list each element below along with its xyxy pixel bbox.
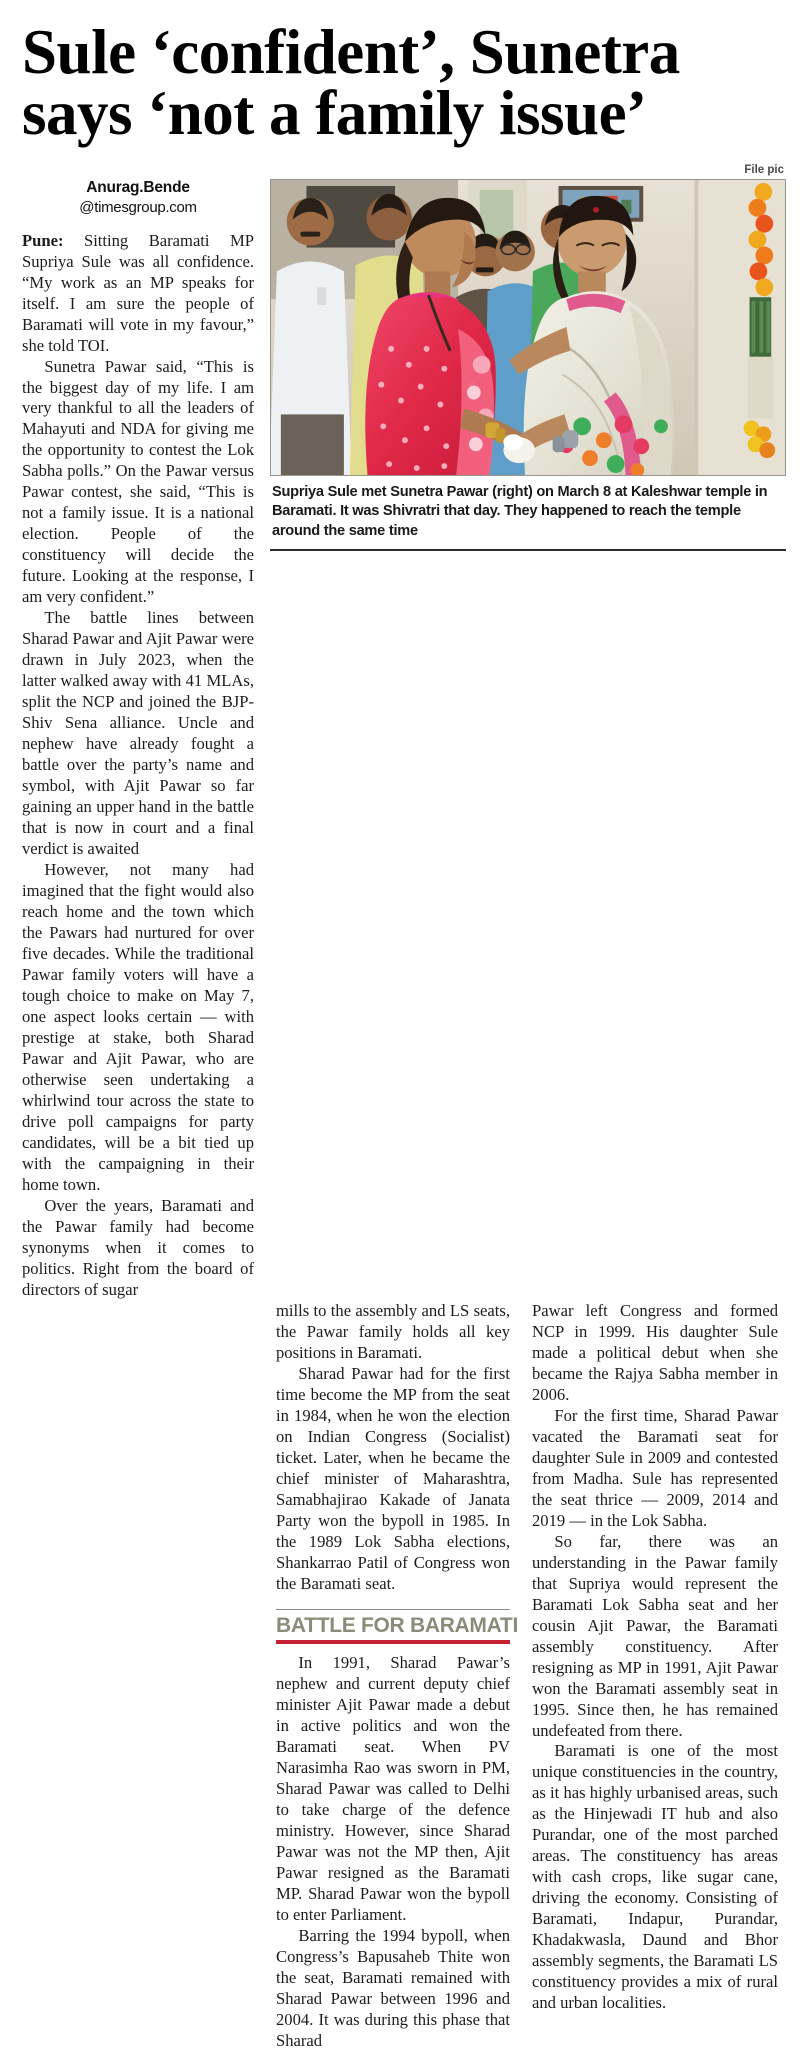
- article-paragraph: [22, 231, 254, 357]
- article-paragraph: In 1991, Sharad Pawar’s nephew and current deputy chief minister Ajit Pawar made a debut in active politics and won the Baramati seat. When PV Narasimha Rao was sworn in PM, Sharad Pawar was called to Delhi to take charge of the defence ministry. However, since Sharad Pawar was not the MP then, Ajit Pawar resigned as the Baramati MP. Sharad Pawar won the bypoll to enter Parliament.: [276, 1653, 510, 1924]
- article-paragraph: However, not many had imagined that the fight would also reach home and the town which the Pawars had nurtured for over five decades. While the traditional Pawar family voters will have a tough choice to make on May 7, one aspect looks certain — with prestige at stake, both Sharad Pawar and Ajit Pawar, who are otherwise seen undertaking a whirlwind tour across the state to drive poll campaigns for party candidates, will be a bit tied up with the campaigning in their home town.: [22, 860, 254, 1194]
- lower-content-area: [8, 1301, 792, 2052]
- newspaper-page: [0, 17, 800, 2050]
- article-column-3: [520, 1301, 788, 2052]
- article-paragraph: Baramati is one of the most unique constituencies in the country, as it has highly urbanised areas, such as the Hinjewadi IT hub and also Purandar, one of the most parched areas. The constituency has areas with cash crops, like sugar cane, driving the economy. Consisting of Baramati, Indapur, Purandar, Khadakwasla, Daund and Bhor assembly segments, the Baramati LS constituency provides a mix of rural and urban localities.: [532, 1741, 778, 2013]
- byline-email: @timesgroup.com: [79, 199, 197, 217]
- article-paragraph: So far, there was an understanding in the Pawar family that Supriya would represent the Baramati Lok Sabha seat and her cousin Ajit Pawar, the Baramati assembly constituency. After resigning as MP in 1991, Ajit Pawar won the Baramati assembly seat in 1995. Since then, he has remained undefeated from there.: [532, 1531, 778, 1740]
- caption-divider: [270, 549, 786, 551]
- article-paragraph: Barring the 1994 bypoll, when Congress’s Bapusaheb Thite won the seat, Baramati remained with Sharad Pawar between 1996 and 2004. It was during this phase that Sharad: [276, 1925, 510, 2050]
- section-header-battle-for-baramati: [276, 1609, 518, 1645]
- page-headline: [22, 17, 792, 149]
- headline-line-2: says ‘not a family issue’: [22, 78, 647, 149]
- article-paragraph: Sunetra Pawar said, “This is the biggest day of my life. I am very thankful to all the leaders of Mahayuti and NDA for giving me the opportunity to contest the Lok Sabha polls.” On the Pawar versus Pawar contest, she said, “This is not a family issue. It is a national election. People of the constituency will decide the future. Looking at the response, I am very confident.”: [22, 356, 254, 607]
- article-paragraph: Over the years, Baramati and the Pawar family had become synonyms when it comes to politics. Right from the board of directors of sugar: [22, 1195, 254, 1299]
- column-1-spacer: [8, 1301, 264, 2052]
- byline-author-name: Anurag.Bende: [86, 179, 190, 197]
- section-title: BATTLE FOR BARAMATI: [276, 1613, 518, 1637]
- article-paragraph: Pawar left Congress and formed NCP in 1999. His daughter Sule made a political debut when she became the Rajya Sabha member in 2006.: [532, 1300, 778, 1404]
- article-column-1: [8, 164, 264, 1301]
- photo-caption: Supriya Sule met Sunetra Pawar (right) on March 8 at Kaleshwar temple in Baramati. It was Shivratri that day. They happened to reach the temple around the same time: [272, 484, 768, 539]
- article-photo: [270, 179, 786, 476]
- article-paragraph: The battle lines between Sharad Pawar and Ajit Pawar were drawn in July 2023, when the latter walked away with 41 MLAs, split the NCP and joined the BJP-Shiv Sena alliance. Uncle and nephew have already fought a battle over the party’s name and symbol, with Ajit Pawar so far gaining an upper hand in the battle that is now in court and a final verdict is awaited: [22, 608, 254, 859]
- headline-line-1: Sule ‘confident’, Sunetra: [22, 17, 680, 87]
- photo-credit: File pic: [744, 164, 784, 177]
- photo-illustration: [271, 180, 785, 475]
- photo-block: [264, 164, 786, 551]
- article-column-2: [264, 1301, 520, 2052]
- paragraph-text: Sitting Baramati MP Supriya Sule was all confidence. “My work as an MP speaks for itself. I am sure the people of Baramati will vote in my favour,” she told TOI.: [22, 230, 254, 355]
- article-paragraph: Sharad Pawar had for the first time become the MP from the seat in 1984, when he won the election on Indian Congress (Socialist) ticket. Later, when he became the chief minister of Maharashtra, Samabhajirao Kakade of Janata Party won the bypoll in 1985. In the 1989 Lok Sabha elections, Shankarrao Patil of Congress won the Baramati seat.: [276, 1363, 510, 1593]
- section-rule-bottom: [276, 1640, 510, 1644]
- top-content-area: [8, 164, 792, 1301]
- article-paragraph: mills to the assembly and LS seats, the Pawar family holds all key positions in Baramati.: [276, 1300, 510, 1362]
- dateline: Pune:: [22, 230, 64, 250]
- section-rule-top: [276, 1609, 510, 1610]
- article-paragraph: For the first time, Sharad Pawar vacated the Baramati seat for daughter Sule in 2009 and contested from Madha. Sule has represented the seat thrice — 2009, 2014 and 2019 — in the Lok Sabha.: [532, 1405, 778, 1530]
- byline: [22, 178, 254, 218]
